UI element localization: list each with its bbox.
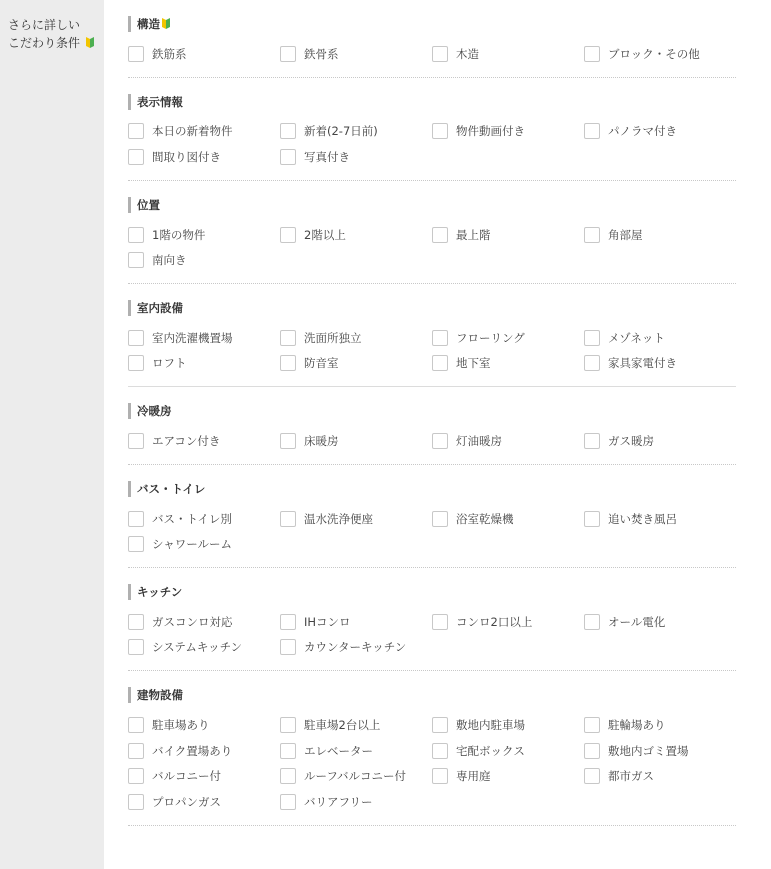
checkbox[interactable] (280, 433, 296, 449)
checkbox-option[interactable] (280, 609, 432, 635)
checkbox-option[interactable] (280, 738, 432, 764)
checkbox-option[interactable] (584, 712, 736, 738)
checkbox-option[interactable] (280, 144, 432, 170)
condition-section (128, 16, 736, 78)
checkbox-option[interactable] (280, 763, 432, 789)
checkbox-label: オール電化 (608, 614, 666, 629)
checkbox[interactable] (128, 227, 144, 243)
beginner-mark-icon (162, 18, 170, 29)
checkbox-option[interactable] (432, 222, 584, 248)
condition-section (128, 481, 736, 568)
checkbox-label: IHコンロ (304, 614, 351, 629)
checkbox[interactable] (128, 252, 144, 268)
checkbox[interactable] (128, 355, 144, 371)
checkbox-option[interactable] (128, 428, 280, 454)
checkbox-option[interactable] (584, 738, 736, 764)
checkbox[interactable] (584, 614, 600, 630)
checkbox-label: 追い焚き風呂 (608, 511, 677, 526)
checkbox-label: ガス暖房 (608, 433, 654, 448)
checkbox-option[interactable] (432, 428, 584, 454)
checkbox[interactable] (280, 149, 296, 165)
checkbox[interactable] (128, 743, 144, 759)
checkbox-option[interactable] (128, 247, 280, 273)
checkbox-label: 新着(2-7日前) (304, 124, 378, 139)
checkbox-label: 間取り図付き (152, 149, 221, 164)
section-title-text: 室内設備 (137, 300, 183, 315)
checkbox-option[interactable] (280, 222, 432, 248)
checkbox-label: バルコニー付 (152, 769, 221, 784)
checkbox-label: 写真付き (304, 149, 350, 164)
checkbox-option[interactable] (584, 325, 736, 351)
checkbox[interactable] (432, 355, 448, 371)
checkbox-label: 物件動画付き (456, 124, 525, 139)
checkbox-label: 洗面所独立 (304, 330, 362, 345)
checkbox[interactable] (280, 511, 296, 527)
checkbox[interactable] (280, 227, 296, 243)
checkbox-option[interactable] (280, 41, 432, 67)
checkbox[interactable] (128, 511, 144, 527)
checkbox-label: 駐車場2台以上 (304, 717, 381, 732)
checkbox-label: 敷地内駐車場 (456, 717, 525, 732)
checkbox[interactable] (432, 614, 448, 630)
section-title (128, 403, 736, 419)
checkbox-label: 浴室乾燥機 (456, 511, 514, 526)
checkbox-label: 温水洗浄便座 (304, 511, 373, 526)
checkbox-label: エアコン付き (152, 433, 221, 448)
condition-section (128, 300, 736, 387)
options-grid (128, 222, 736, 273)
checkbox[interactable] (432, 511, 448, 527)
section-title (128, 197, 736, 213)
checkbox-option[interactable] (432, 609, 584, 635)
checkbox-label: エレベーター (304, 743, 373, 758)
checkbox-option[interactable] (432, 119, 584, 145)
condition-section (128, 584, 736, 671)
checkbox-option[interactable] (432, 351, 584, 377)
section-title-text: 表示情報 (137, 94, 183, 109)
checkbox-label: 駐車場あり (152, 717, 210, 732)
checkbox-label: フローリング (456, 330, 525, 345)
checkbox[interactable] (128, 330, 144, 346)
checkbox-label: ブロック・その他 (608, 46, 700, 61)
checkbox-option[interactable] (280, 428, 432, 454)
checkbox[interactable] (280, 46, 296, 62)
checkbox-label: 防音室 (304, 356, 339, 371)
checkbox-option[interactable] (432, 738, 584, 764)
checkbox-label: 角部屋 (608, 227, 643, 242)
checkbox-option[interactable] (128, 712, 280, 738)
checkbox-label: シャワールーム (152, 537, 233, 552)
checkbox-option[interactable] (584, 119, 736, 145)
section-title (128, 94, 736, 110)
options-grid (128, 428, 736, 454)
section-title (128, 481, 736, 497)
checkbox-option[interactable] (584, 41, 736, 67)
sidebar-label: さらに詳しい こだわり条件 (8, 18, 81, 50)
checkbox-option[interactable] (128, 531, 280, 557)
checkbox-option[interactable] (432, 41, 584, 67)
checkbox-option[interactable] (432, 712, 584, 738)
checkbox[interactable] (128, 46, 144, 62)
checkbox-label: 都市ガス (608, 769, 654, 784)
checkbox[interactable] (584, 330, 600, 346)
checkbox-option[interactable] (128, 609, 280, 635)
checkbox[interactable] (280, 743, 296, 759)
checkbox-label: 鉄骨系 (304, 46, 339, 61)
checkbox-label: 南向き (152, 253, 187, 268)
section-title-text: 構造 (137, 17, 160, 31)
checkbox-option[interactable] (280, 351, 432, 377)
checkbox-label: 専用庭 (456, 769, 491, 784)
checkbox-option[interactable] (584, 609, 736, 635)
section-title-text: キッチン (137, 584, 183, 599)
checkbox-option[interactable] (128, 119, 280, 145)
checkbox[interactable] (432, 768, 448, 784)
checkbox-option[interactable] (128, 763, 280, 789)
checkbox-label: カウンターキッチン (304, 640, 407, 655)
checkbox[interactable] (280, 614, 296, 630)
checkbox[interactable] (128, 536, 144, 552)
section-title-text: バス・トイレ (137, 481, 206, 496)
checkbox-label: ロフト (152, 356, 187, 371)
checkbox-option[interactable] (128, 222, 280, 248)
checkbox[interactable] (280, 768, 296, 784)
checkbox-label: ガスコンロ対応 (152, 614, 233, 629)
condition-section (128, 403, 736, 465)
checkbox-option[interactable] (280, 506, 432, 532)
condition-section (128, 94, 736, 181)
checkbox[interactable] (584, 123, 600, 139)
checkbox-option[interactable] (280, 119, 432, 145)
conditions-main (104, 0, 771, 869)
checkbox[interactable] (128, 123, 144, 139)
checkbox-label: 地下室 (456, 356, 491, 371)
checkbox-option[interactable] (432, 506, 584, 532)
checkbox-label: 1階の物件 (152, 227, 206, 242)
checkbox[interactable] (280, 355, 296, 371)
checkbox-option[interactable] (584, 763, 736, 789)
checkbox-label: バス・トイレ別 (152, 511, 232, 526)
checkbox-label: 木造 (456, 46, 479, 61)
options-grid (128, 609, 736, 660)
checkbox-option[interactable] (128, 41, 280, 67)
checkbox[interactable] (280, 639, 296, 655)
checkbox[interactable] (128, 614, 144, 630)
checkbox-option[interactable] (432, 325, 584, 351)
options-grid (128, 506, 736, 557)
checkbox[interactable] (584, 511, 600, 527)
checkbox-label: ルーフバルコニー付 (304, 769, 407, 784)
section-title (128, 584, 736, 600)
checkbox-label: 灯油暖房 (456, 433, 502, 448)
checkbox-label: 室内洗濯機置場 (152, 330, 233, 345)
checkbox-option[interactable] (280, 712, 432, 738)
checkbox-label: バイク置場あり (152, 743, 233, 758)
checkbox-label: メゾネット (608, 330, 665, 345)
options-grid (128, 325, 736, 376)
section-title (128, 16, 736, 32)
checkbox-option[interactable] (584, 351, 736, 377)
options-grid (128, 119, 736, 170)
checkbox[interactable] (584, 46, 600, 62)
sidebar (0, 0, 104, 869)
checkbox-label: 宅配ボックス (456, 743, 525, 758)
checkbox[interactable] (432, 227, 448, 243)
checkbox[interactable] (280, 330, 296, 346)
checkbox-option[interactable] (128, 789, 280, 815)
checkbox[interactable] (584, 768, 600, 784)
checkbox-option[interactable] (128, 506, 280, 532)
beginner-mark-icon (86, 37, 94, 48)
options-grid (128, 712, 736, 814)
checkbox-label: 駐輪場あり (608, 717, 666, 732)
checkbox-option[interactable] (128, 325, 280, 351)
condition-section (128, 687, 736, 825)
checkbox[interactable] (584, 717, 600, 733)
checkbox[interactable] (432, 717, 448, 733)
checkbox-option[interactable] (128, 635, 280, 661)
checkbox-label: パノラマ付き (608, 124, 677, 139)
checkbox-label: 最上階 (456, 227, 491, 242)
section-title-text: 位置 (137, 197, 160, 212)
checkbox-option[interactable] (128, 351, 280, 377)
section-title (128, 687, 736, 703)
checkbox[interactable] (280, 794, 296, 810)
checkbox[interactable] (128, 717, 144, 733)
section-title (128, 300, 736, 316)
checkbox-option[interactable] (280, 789, 432, 815)
checkbox-label: 本日の新着物件 (152, 124, 233, 139)
condition-section (128, 197, 736, 284)
checkbox-label: 2階以上 (304, 227, 346, 242)
checkbox-label: システムキッチン (152, 640, 243, 655)
checkbox[interactable] (128, 794, 144, 810)
checkbox-label: 敷地内ゴミ置場 (608, 743, 689, 758)
checkbox[interactable] (432, 433, 448, 449)
checkbox-option[interactable] (128, 144, 280, 170)
checkbox-option[interactable] (432, 763, 584, 789)
checkbox[interactable] (432, 46, 448, 62)
checkbox-option[interactable] (280, 325, 432, 351)
checkbox-label: 鉄筋系 (152, 46, 187, 61)
checkbox-option[interactable] (584, 506, 736, 532)
checkbox-label: プロパンガス (152, 794, 221, 809)
checkbox[interactable] (280, 123, 296, 139)
options-grid (128, 41, 736, 67)
checkbox-label: コンロ2口以上 (456, 614, 533, 629)
checkbox[interactable] (432, 743, 448, 759)
checkbox-option[interactable] (584, 428, 736, 454)
checkbox-option[interactable] (280, 635, 432, 661)
checkbox[interactable] (584, 227, 600, 243)
checkbox[interactable] (128, 433, 144, 449)
checkbox[interactable] (584, 743, 600, 759)
checkbox[interactable] (128, 768, 144, 784)
checkbox-option[interactable] (128, 738, 280, 764)
checkbox[interactable] (128, 149, 144, 165)
checkbox[interactable] (584, 355, 600, 371)
checkbox[interactable] (432, 330, 448, 346)
section-title-text: 建物設備 (137, 688, 183, 703)
checkbox-option[interactable] (584, 222, 736, 248)
section-title-text: 冷暖房 (137, 404, 172, 419)
checkbox[interactable] (280, 717, 296, 733)
checkbox[interactable] (432, 123, 448, 139)
checkbox[interactable] (128, 639, 144, 655)
checkbox-label: バリアフリー (304, 794, 373, 809)
checkbox-label: 床暖房 (304, 433, 339, 448)
checkbox[interactable] (584, 433, 600, 449)
checkbox-label: 家具家電付き (608, 356, 677, 371)
